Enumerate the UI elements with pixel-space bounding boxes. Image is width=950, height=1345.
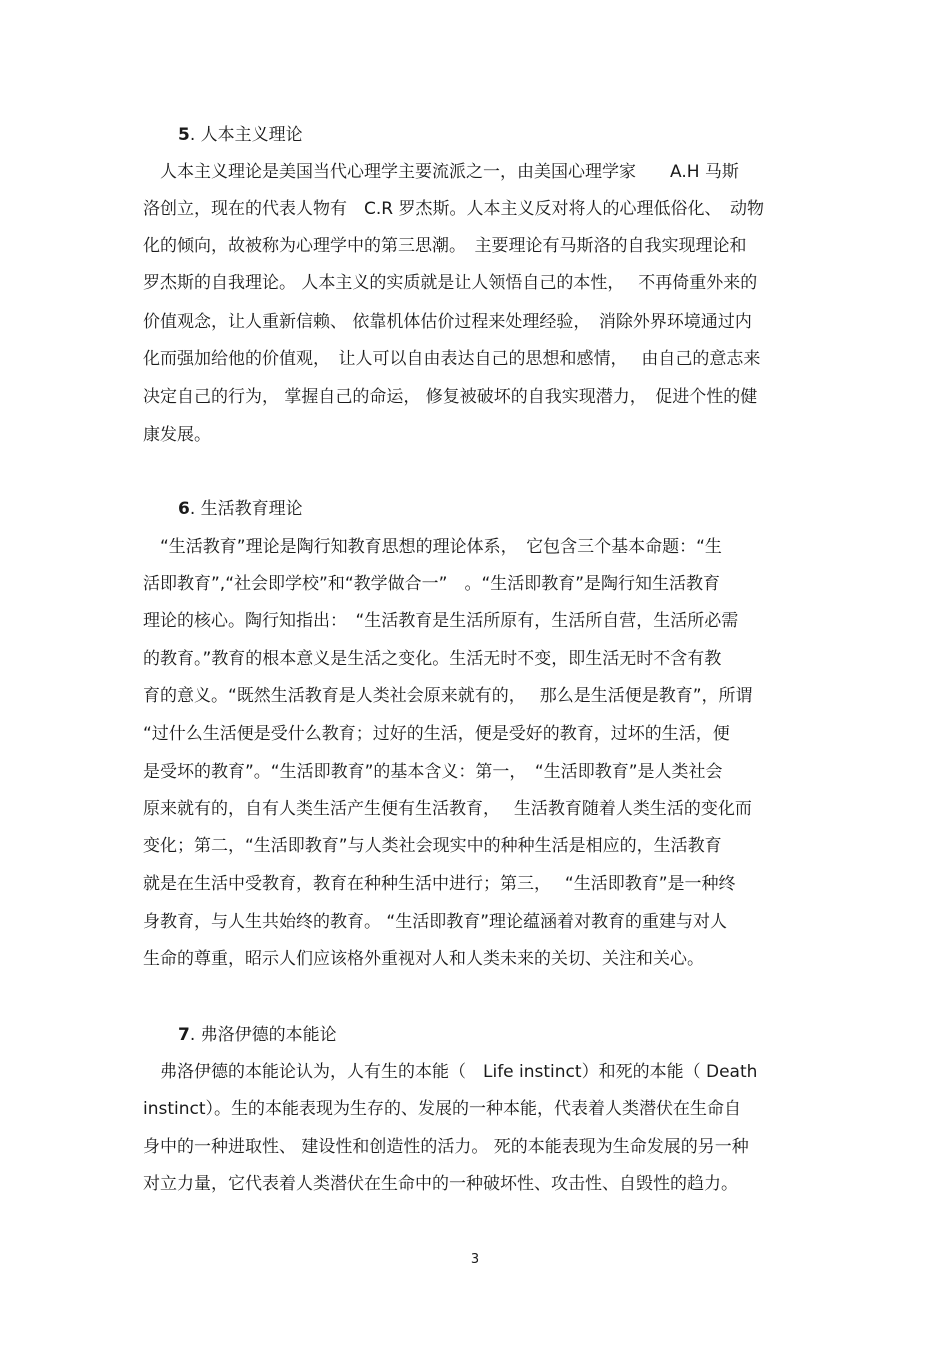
text-line: 原来就有的，自有人类生活产生便有生活教育， 生活教育随着人类生活的变化而 (143, 799, 752, 819)
text-line: 育的意义。“既然生活教育是人类社会原来就有的， 那么是生活便是教育”，所谓 (143, 686, 753, 706)
section-heading-7 (178, 1024, 337, 1046)
text-line: “过什么生活便是受什么教育；过好的生活，便是受好的教育，过坏的生活，便 (143, 724, 730, 744)
text-line: “生活教育”理论是陶行知教育思想的理论体系， 它包含三个基本命题：“生 (143, 537, 722, 557)
section-title: . 弗洛伊德的本能论 (189, 1025, 337, 1045)
section-heading-5 (178, 124, 303, 146)
text-line: 对立力量，它代表着人类潜伏在生命中的一种破坏性、攻击性、自毁性的趋力。 (143, 1174, 738, 1194)
text-line: 康发展。 (143, 425, 211, 445)
text-line: 身教育，与人生共始终的教育。 “生活即教育”理论蕴涵着对教育的重建与对人 (143, 912, 728, 932)
text-line: 变化；第二，“生活即教育”与人类社会现实中的种种生活是相应的，生活教育 (143, 836, 722, 856)
text-line: 价值观念，让人重新信赖、 依靠机体估价过程来处理经验， 消除外界环境通过内 (143, 312, 752, 332)
text-line: 洛创立，现在的代表人物有 C.R 罗杰斯。人本主义反对将人的心理低俗化、 动物 (143, 199, 764, 219)
text-line: 人本主义理论是美国当代心理学主要流派之一，由美国心理学家 A.H 马斯 (143, 162, 739, 182)
text-line: 化而强加给他的价值观， 让人可以自由表达自己的思想和感情， 由自己的意志来 (143, 349, 761, 369)
section-number: 6 (178, 499, 190, 519)
text-line: 罗杰斯的自我理论。 人本主义的实质就是让人领悟自己的本性， 不再倚重外来的 (143, 273, 758, 293)
page-number: 3 (470, 1252, 480, 1267)
text-line: instinct）。生的本能表现为生存的、发展的一种本能，代表着人类潜伏在生命自 (143, 1099, 742, 1119)
text-line: 是受坏的教育”。“生活即教育”的基本含义：第一， “生活即教育”是人类社会 (143, 762, 723, 782)
section-title: . 人本主义理论 (189, 125, 303, 145)
text-line: 化的倾向，故被称为心理学中的第三思潮。 主要理论有马斯洛的自我实现理论和 (143, 236, 747, 256)
text-line: 理论的核心。陶行知指出： “生活教育是生活所原有，生活所自营，生活所必需 (143, 611, 739, 631)
text-line: 生命的尊重，昭示人们应该格外重视对人和人类未来的关切、关注和关心。 (143, 949, 704, 969)
section-number: 5 (178, 125, 190, 145)
section-title: . 生活教育理论 (189, 499, 303, 519)
text-line: 决定自己的行为， 掌握自己的命运， 修复被破坏的自我实现潜力， 促进个性的健 (143, 387, 758, 407)
text-line: 弗洛伊德的本能论认为，人有生的本能（ Life instinct）和死的本能（ Death (143, 1062, 758, 1082)
section-heading-6 (178, 498, 303, 520)
text-line: 身中的一种进取性、 建设性和创造性的活力。 死的本能表现为生命发展的另一种 (143, 1137, 749, 1157)
section-number: 7 (178, 1025, 190, 1045)
text-line: 活即教育”,“社会即学校”和“教学做合一” 。“生活即教育”是陶行知生活教育 (143, 574, 721, 594)
text-line: 的教育。”教育的根本意义是生活之变化。生活无时不变，即生活无时不含有教 (143, 649, 722, 669)
text-line: 就是在生活中受教育，教育在种种生活中进行；第三， “生活即教育”是一种终 (143, 874, 736, 894)
